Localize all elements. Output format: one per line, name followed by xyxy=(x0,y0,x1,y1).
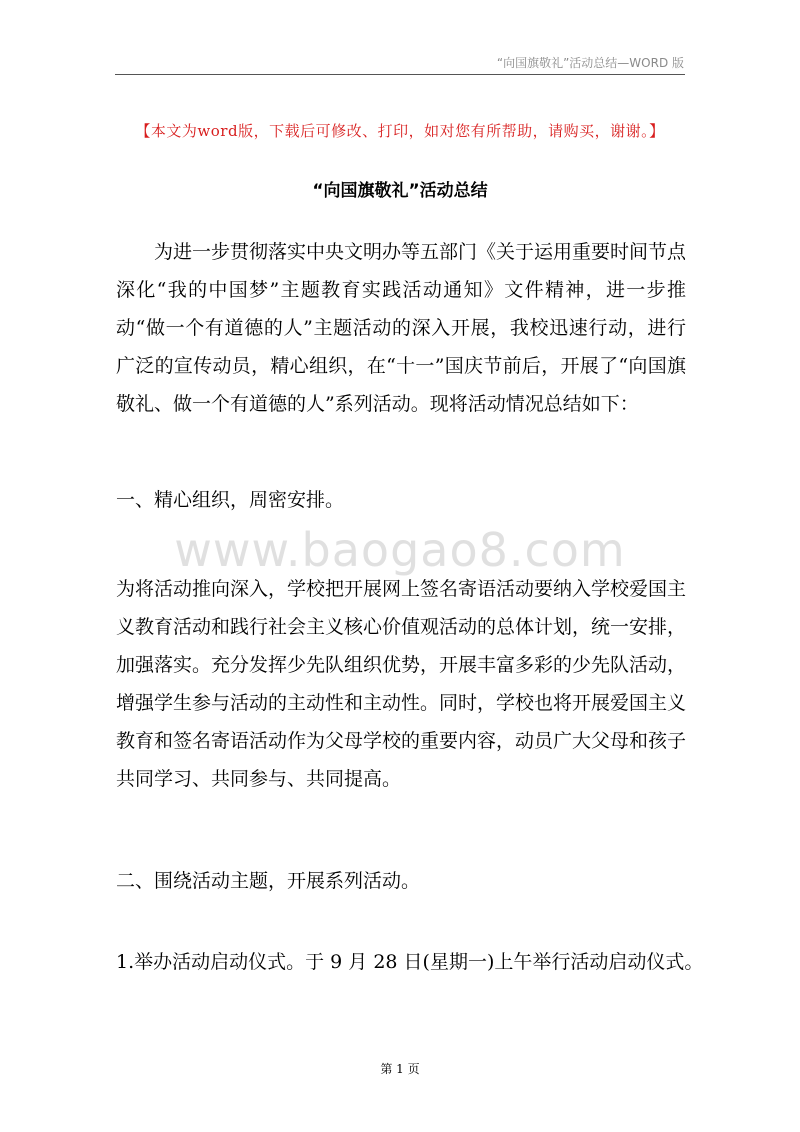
intro-paragraph: 为进一步贯彻落实中央文明办等五部门《关于运用重要时间节点深化“我的中国梦”主题教育实践活动通知》文件精神，进一步推动“做一个有道德的人”主题活动的深入开展，我校迅速行动，进行广泛的宣传动员，精心组织，在“十一”国庆节前后，开展了“向国旗敬礼、做一个有道德的人”系列活动。现将活动情况总结如下： xyxy=(116,241,687,415)
document-title: “向国旗敬礼”活动总结 xyxy=(312,181,488,201)
section-two-heading: 二、围绕活动主题，开展系列活动。 xyxy=(116,870,421,892)
running-header: “向国旗敬礼”活动总结—WORD 版 xyxy=(496,56,684,70)
item-one-paragraph: 1.举办活动启动仪式。于 9 月 28 日(星期一)上午举行活动启动仪式。 xyxy=(116,951,704,973)
section-one-paragraph: 为将活动推向深入，学校把开展网上签名寄语活动要纳入学校爱国主义教育活动和践行社会主义核心价值观活动的总体计划，统一安排，加强落实。充分发挥少先队组织优势，开展丰富多彩的少先队活动，增强学生参与活动的主动性和主动性。同时，学校也将开展爱国主义教育和签名寄语活动作为父母学校的重要内容，动员广大父母和孩子共同学习、共同参与、共同提高。 xyxy=(116,578,687,790)
header-divider xyxy=(115,74,685,75)
purchase-notice: 【本文为word版，下载后可修改、打印，如对您有所帮助，请购买，谢谢。】 xyxy=(135,122,665,140)
page-number: 第 1 页 xyxy=(380,1062,420,1076)
watermark: www.baogao8.com xyxy=(174,523,626,577)
section-one-heading: 一、精心组织，周密安排。 xyxy=(116,489,345,511)
